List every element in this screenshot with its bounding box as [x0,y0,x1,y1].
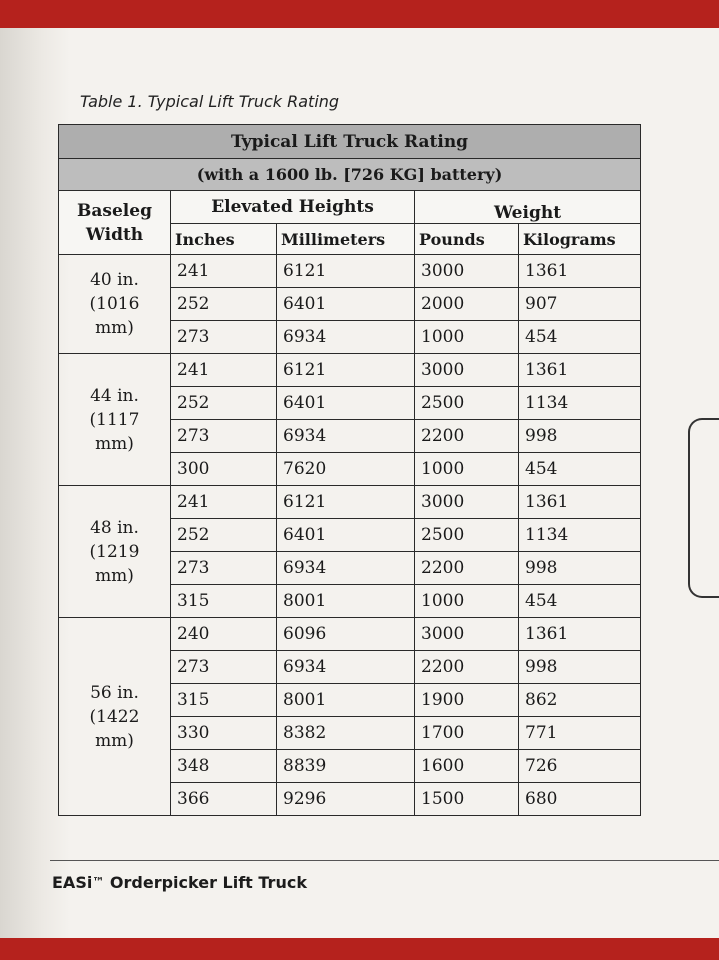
inches-cell: 241 [171,255,277,288]
book-page [0,28,719,938]
pounds-cell: 1700 [415,717,519,750]
millimeters-cell: 6934 [277,651,415,684]
inches-cell: 315 [171,684,277,717]
pounds-cell: 3000 [415,618,519,651]
footer-brand: EASi [52,873,93,892]
footer-product: Orderpicker Lift Truck [104,873,307,892]
baseleg-width-cell [59,486,171,618]
millimeters-cell: 8839 [277,750,415,783]
baseleg-width-line: (1117 [89,409,140,430]
inches-cell: 241 [171,354,277,387]
baseleg-width-cell [59,354,171,486]
pounds-cell: 2500 [415,387,519,420]
table-subtitle: (with a 1600 lb. [726 KG] battery) [59,159,641,191]
inches-cell: 241 [171,486,277,519]
millimeters-cell: 7620 [277,453,415,486]
page-footer [52,873,307,892]
baseleg-label: Baseleg [77,200,152,221]
baseleg-width-line: (1016 [89,294,140,314]
table-body [59,255,641,816]
footer-rule [50,860,719,861]
rating-table [58,124,641,816]
width-label: Width [85,224,144,245]
millimeters-cell: 6096 [277,618,415,651]
millimeters-cell: 6121 [277,354,415,387]
kilograms-cell: 998 [519,552,641,585]
baseleg-width-line: 40 in. [90,270,139,290]
kilograms-cell: 726 [519,750,641,783]
kilograms-cell: 998 [519,651,641,684]
kilograms-cell: 454 [519,453,641,486]
millimeters-cell: 6401 [277,519,415,552]
millimeters-header: Millimeters [277,224,415,255]
table-row [59,486,641,519]
kilograms-cell: 1361 [519,618,641,651]
millimeters-cell: 6121 [277,255,415,288]
inches-cell: 273 [171,321,277,354]
baseleg-width-header [59,191,171,255]
pounds-cell: 2500 [415,519,519,552]
millimeters-cell: 8001 [277,684,415,717]
pounds-cell: 3000 [415,255,519,288]
pounds-cell: 2000 [415,288,519,321]
baseleg-width-line: mm) [95,433,134,454]
pounds-cell: 2200 [415,420,519,453]
kilograms-cell: 907 [519,288,641,321]
inches-cell: 273 [171,651,277,684]
binder-clip-shape [688,418,719,598]
inches-cell: 273 [171,420,277,453]
millimeters-cell: 6934 [277,321,415,354]
baseleg-width-line: mm) [95,318,134,338]
kilograms-cell: 1361 [519,486,641,519]
pounds-cell: 2200 [415,552,519,585]
elevated-heights-header: Elevated Heights [171,191,415,224]
baseleg-width-line: 44 in. [90,385,139,406]
pounds-cell: 3000 [415,354,519,387]
inches-cell: 252 [171,288,277,321]
baseleg-width-line: 48 in. [90,517,139,538]
table-caption: Table 1. Typical Lift Truck Rating [80,92,340,111]
kilograms-cell: 998 [519,420,641,453]
millimeters-cell: 6401 [277,288,415,321]
baseleg-width-line: mm) [95,730,134,751]
kilograms-cell: 454 [519,585,641,618]
inches-cell: 252 [171,519,277,552]
inches-header: Inches [171,224,277,255]
inches-cell: 273 [171,552,277,585]
pounds-cell: 2200 [415,651,519,684]
kilograms-cell: 771 [519,717,641,750]
kilograms-cell: 680 [519,783,641,816]
inches-cell: 300 [171,453,277,486]
table-row [59,354,641,387]
baseleg-width-cell [59,255,171,354]
rating-table-container [58,124,640,816]
pounds-cell: 1900 [415,684,519,717]
millimeters-cell: 8001 [277,585,415,618]
millimeters-cell: 6934 [277,552,415,585]
pounds-cell: 1600 [415,750,519,783]
pounds-cell: 1000 [415,585,519,618]
millimeters-cell: 6121 [277,486,415,519]
kilograms-cell: 1361 [519,255,641,288]
kilograms-cell: 1134 [519,519,641,552]
pounds-header: Pounds [415,224,519,255]
kilograms-cell: 862 [519,684,641,717]
pounds-cell: 3000 [415,486,519,519]
pounds-cell: 1000 [415,321,519,354]
millimeters-cell: 9296 [277,783,415,816]
baseleg-width-line: mm) [95,565,134,586]
millimeters-cell: 6401 [277,387,415,420]
trademark-symbol: ™ [92,875,105,889]
baseleg-width-line: (1422 [89,706,140,727]
baseleg-width-line: 56 in. [90,682,139,703]
baseleg-width-line: (1219 [89,541,140,562]
millimeters-cell: 6934 [277,420,415,453]
pounds-cell: 1500 [415,783,519,816]
inches-cell: 366 [171,783,277,816]
millimeters-cell: 8382 [277,717,415,750]
table-row [59,618,641,651]
kilograms-cell: 454 [519,321,641,354]
inches-cell: 348 [171,750,277,783]
table-row [59,255,641,288]
kilograms-cell: 1361 [519,354,641,387]
weight-header: Weight [415,191,641,224]
inches-cell: 315 [171,585,277,618]
table-title: Typical Lift Truck Rating [59,125,641,159]
kilograms-header: Kilograms [519,224,641,255]
inches-cell: 330 [171,717,277,750]
pounds-cell: 1000 [415,453,519,486]
inches-cell: 240 [171,618,277,651]
kilograms-cell: 1134 [519,387,641,420]
inches-cell: 252 [171,387,277,420]
baseleg-width-cell [59,618,171,816]
